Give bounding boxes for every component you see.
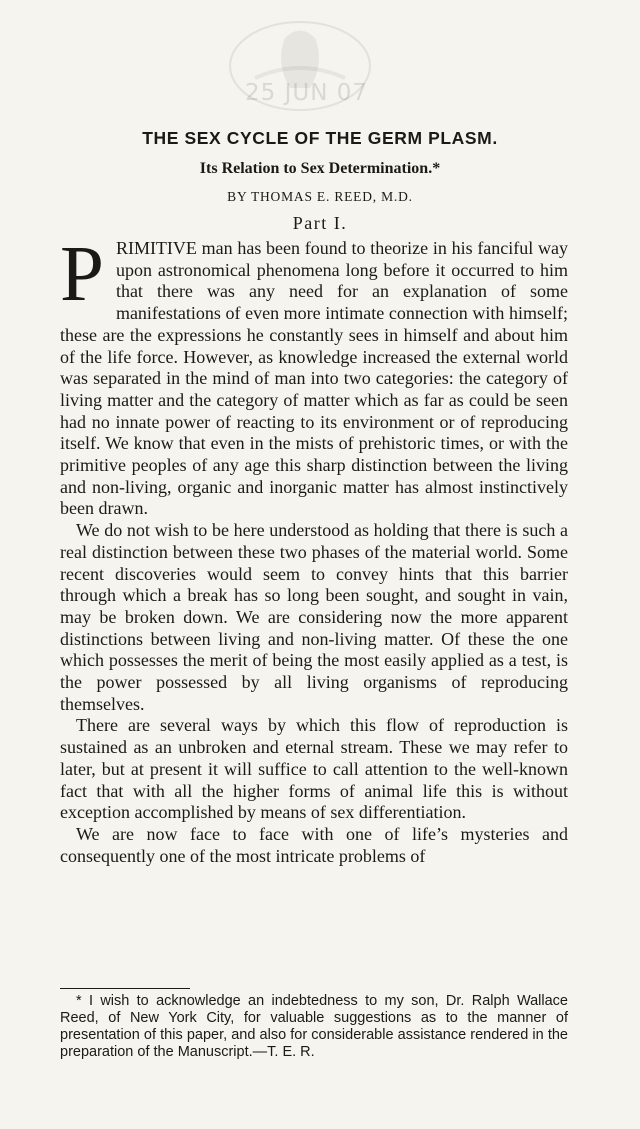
- stamp-date: 25 JUN 07: [245, 80, 368, 106]
- paragraph-2: We do not wish to be here understood as holding that there is such a real distinction between these two phases of the material world. Some recent discoveries would seem to convey hints that this barrier through which a break has so long been sought, and sought in vain, may be broken down. We are considering now the more apparent distinctions between living and non-living matter. Of these the one which possesses the merit of being the most easily applied as a test, is the power possessed by all living organisms of reproducing themselves.: [60, 520, 568, 714]
- article-subtitle: Its Relation to Sex Determination.*: [199, 160, 441, 177]
- article-body: [60, 231, 568, 867]
- part-heading: Part I.: [292, 213, 348, 233]
- library-stamp-icon: [215, 18, 385, 123]
- paragraph-1-text: RIMITIVE man has been found to theorize in his fanciful way upon astronomical phenomena long before it occurred to him that there was any need for an explanation of some manifestations of even more intimate connection with himself; these are the expressions he constantly sees in himself and about him of the life force. However, as knowledge increased the external world was separated in the mind of man into two categories: the category of living matter and the category of matter which as far as could be seen had no innate power of reacting to its environment or of reproducing itself. We know that even in the mists of prehistoric times, or with the primitive peoples of any age this sharp distinction between the living and non-living, organic and inorganic matter has almost instinctively been drawn.: [60, 238, 568, 519]
- footnote-rule: [60, 988, 190, 989]
- paragraph-1: [60, 231, 568, 520]
- drop-cap: P: [60, 231, 104, 318]
- footnote: * I wish to acknowledge an indebtedness to my son, Dr. Ralph Wallace Reed, of New York City, for valuable suggestions as to the manner of presentation of this paper, and also for considerable assistance rendered in the preparation of the Manuscript.—T. E. R.: [60, 993, 568, 1060]
- paragraph-4: We are now face to face with one of life’s mysteries and consequently one of the most intricate problems of: [60, 823, 568, 866]
- article-title: THE SEX CYCLE OF THE GERM PLASM.: [142, 128, 498, 148]
- author-byline: BY THOMAS E. REED, M.D.: [227, 189, 413, 204]
- paragraph-3: There are several ways by which this flow of reproduction is sustained as an unbroken and eternal stream. These we may refer to later, but at present it will suffice to call attention to the well-known fact that with all the higher forms of animal life this is without exception accomplished by means of sex differentiation.: [60, 715, 568, 823]
